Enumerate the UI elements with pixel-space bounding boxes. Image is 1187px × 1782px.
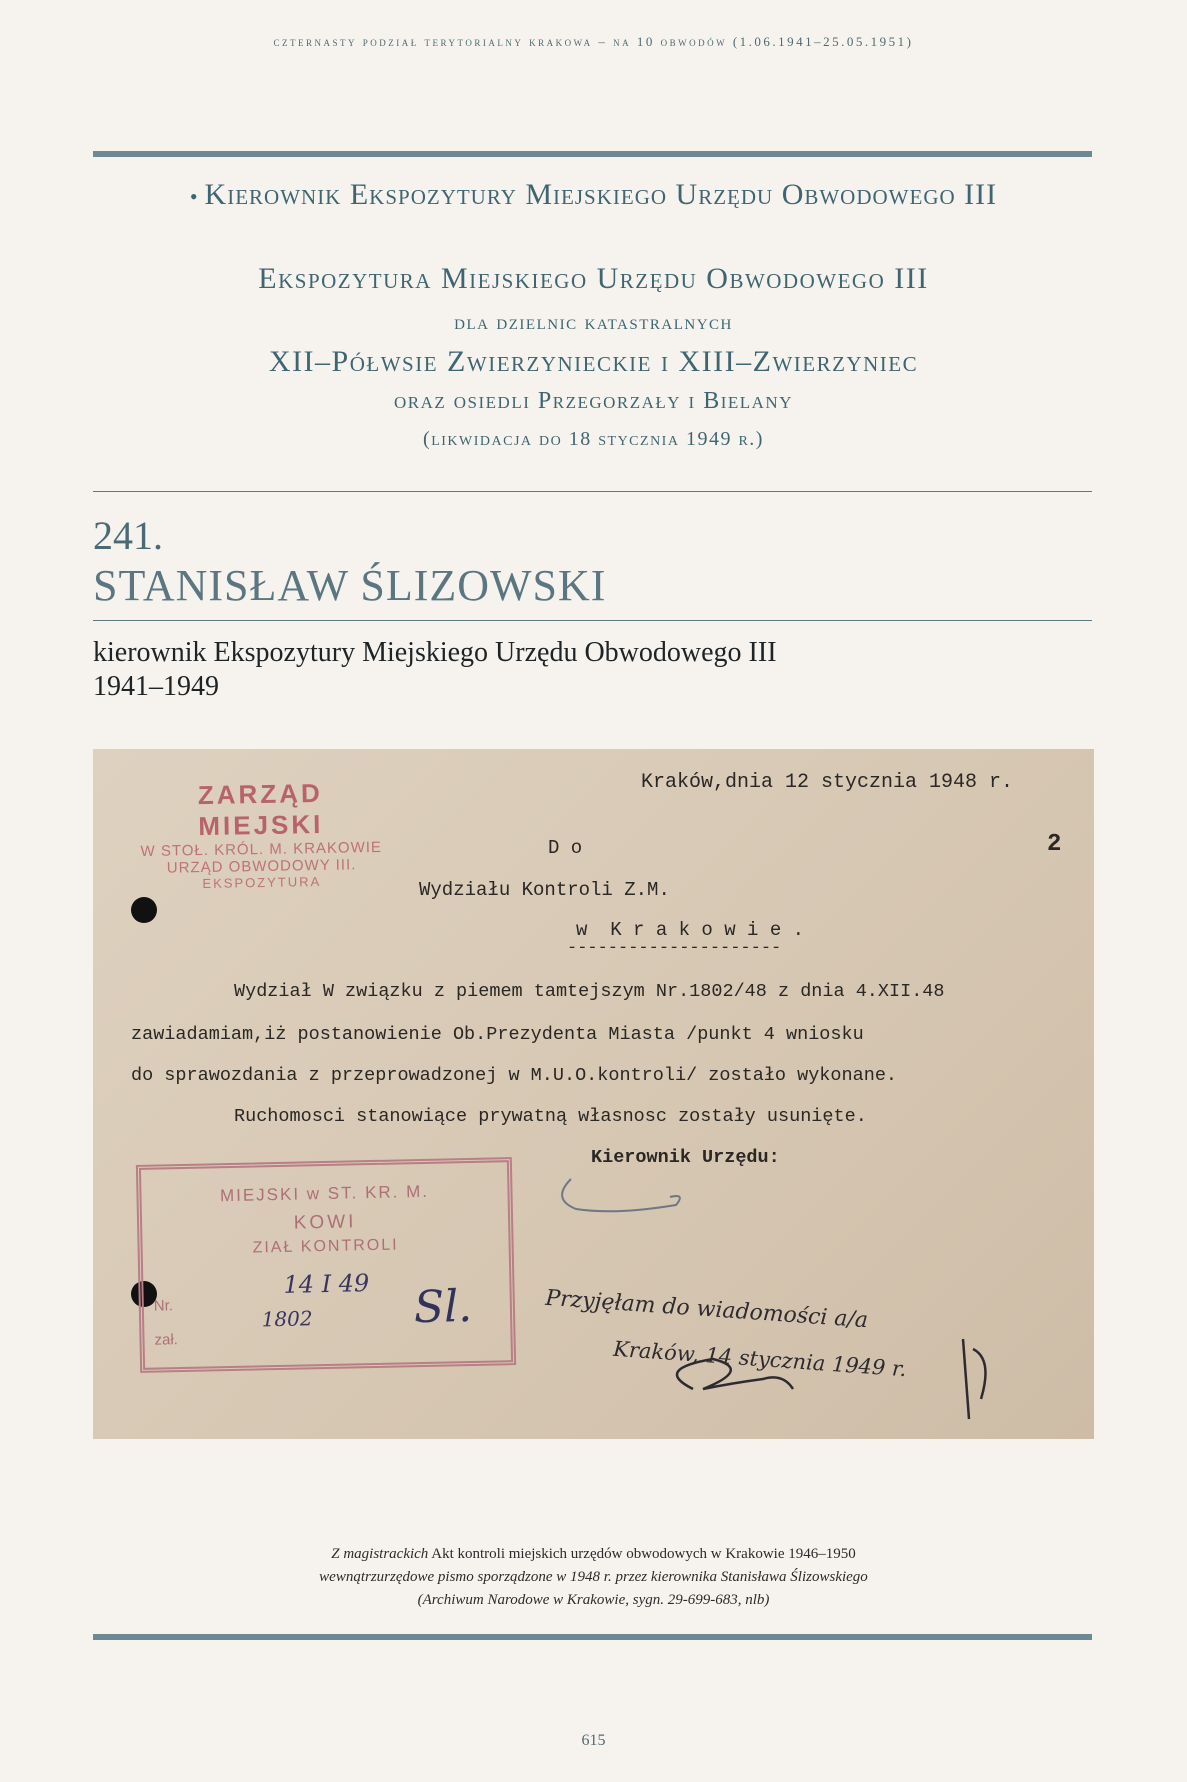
handwritten-note-1: Przyjęłam do wiadomości a/a: [544, 1285, 869, 1334]
control-stamp-zal-label: zał.: [154, 1331, 179, 1349]
control-stamp-date: 14 I 49: [283, 1269, 370, 1299]
recipient-city: w K r a k o w i e .: [576, 919, 805, 941]
control-stamp-line-2: KOWI: [293, 1211, 357, 1234]
office-line-4: oraz osiedli Przegorzały i Bielany: [394, 388, 793, 414]
control-stamp-nr-label: Nr.: [153, 1297, 174, 1315]
body-line-1: Wydział W związku z piemem tamtejszym Nr.1802/48 z dnia 4.XII.48: [234, 981, 945, 1002]
office-line-1: Ekspozytura Miejskiego Urzędu Obwodowego III: [258, 262, 929, 295]
salutation: D o: [548, 837, 583, 859]
control-stamp-line-1: MIEJSKI w ST. KR. M.: [219, 1181, 430, 1206]
signature-line: Kierownik Urzędu:: [591, 1147, 780, 1168]
caption-line-1-rest: Akt kontroli miejskich urzędów obwodowych w Krakowie 1946–1950: [428, 1546, 856, 1562]
page-number: 615: [581, 1732, 606, 1749]
caption-line-1: [0, 1543, 1187, 1566]
entry-role: kierownik Ekspozytury Miejskiego Urzędu Obwodowego III: [93, 637, 777, 668]
entry-number: 241.: [93, 513, 163, 558]
stamp-line-4: EKSPOZYTURA: [202, 873, 322, 892]
stamp-line-2: W STOŁ. KRÓL. M. KRAKOWIE: [140, 838, 383, 861]
caption-line-2: wewnątrzurzędowe pismo sporządzone w 1948 r. przez kierownika Stanisława Ślizowskiego: [319, 1569, 868, 1585]
office-line-5: (likwidacja do 18 stycznia 1949 r.): [423, 428, 764, 450]
control-stamp-initials: Sl.: [413, 1280, 473, 1334]
stamp-line-1: ZARZĄD MIEJSKI: [197, 777, 324, 842]
caption-line-1-italic: Z magistrackich: [331, 1546, 429, 1562]
document-photo: [93, 749, 1094, 1439]
caption-line-3: (Archiwum Narodowe w Krakowie, sygn. 29-699-683, nlb): [417, 1592, 770, 1608]
control-stamp-number: 1802: [261, 1306, 313, 1332]
section-title: [0, 178, 1187, 212]
entry-years: 1941–1949: [93, 671, 219, 702]
bottom-rule: [93, 1634, 1092, 1640]
office-line-3: XII–Półwsie Zwierzynieckie i XIII–Zwierzyniec: [268, 345, 919, 378]
entry-name-rule: [93, 620, 1092, 621]
body-line-4: Ruchomosci stanowiące prywatną własnosc zostały usunięte.: [234, 1106, 867, 1127]
running-head: czternasty podział terytorialny krakowa – na 10 obwodów (1.06.1941–25.05.1951): [273, 34, 914, 49]
section-title-text: Kierownik Ekspozytury Miejskiego Urzędu Obwodowego III: [204, 178, 998, 211]
figure-caption: [0, 1543, 1187, 1612]
handwritten-note-2: Kraków, 14 stycznia 1949 r.: [612, 1336, 908, 1382]
entry-name: STANISŁAW ŚLIZOWSKI: [93, 561, 607, 610]
top-rule: [93, 151, 1092, 157]
recipient: Wydziału Kontroli Z.M.: [419, 879, 670, 901]
office-line-2: dla dzielnic katastralnych: [454, 309, 733, 334]
city-underline: ---------------------: [567, 939, 782, 958]
body-line-2: zawiadamiam,iż postanowienie Ob.Prezydenta Miasta /punkt 4 wniosku: [131, 1024, 864, 1045]
bullet-icon: •: [189, 184, 199, 209]
signature-scribble: [93, 749, 1094, 1439]
entry-top-rule: [93, 491, 1092, 492]
control-stamp-line-3: ZIAŁ KONTROLI: [252, 1236, 399, 1257]
page-mark: 2: [1047, 831, 1062, 858]
date-line: Kraków,dnia 12 stycznia 1948 r.: [641, 771, 1014, 794]
body-line-3: do sprawozdania z przeprowadzonej w M.U.O.kontroli/ zostało wykonane.: [131, 1065, 898, 1086]
stamp-line-3: URZĄD OBWODOWY III.: [166, 856, 357, 877]
